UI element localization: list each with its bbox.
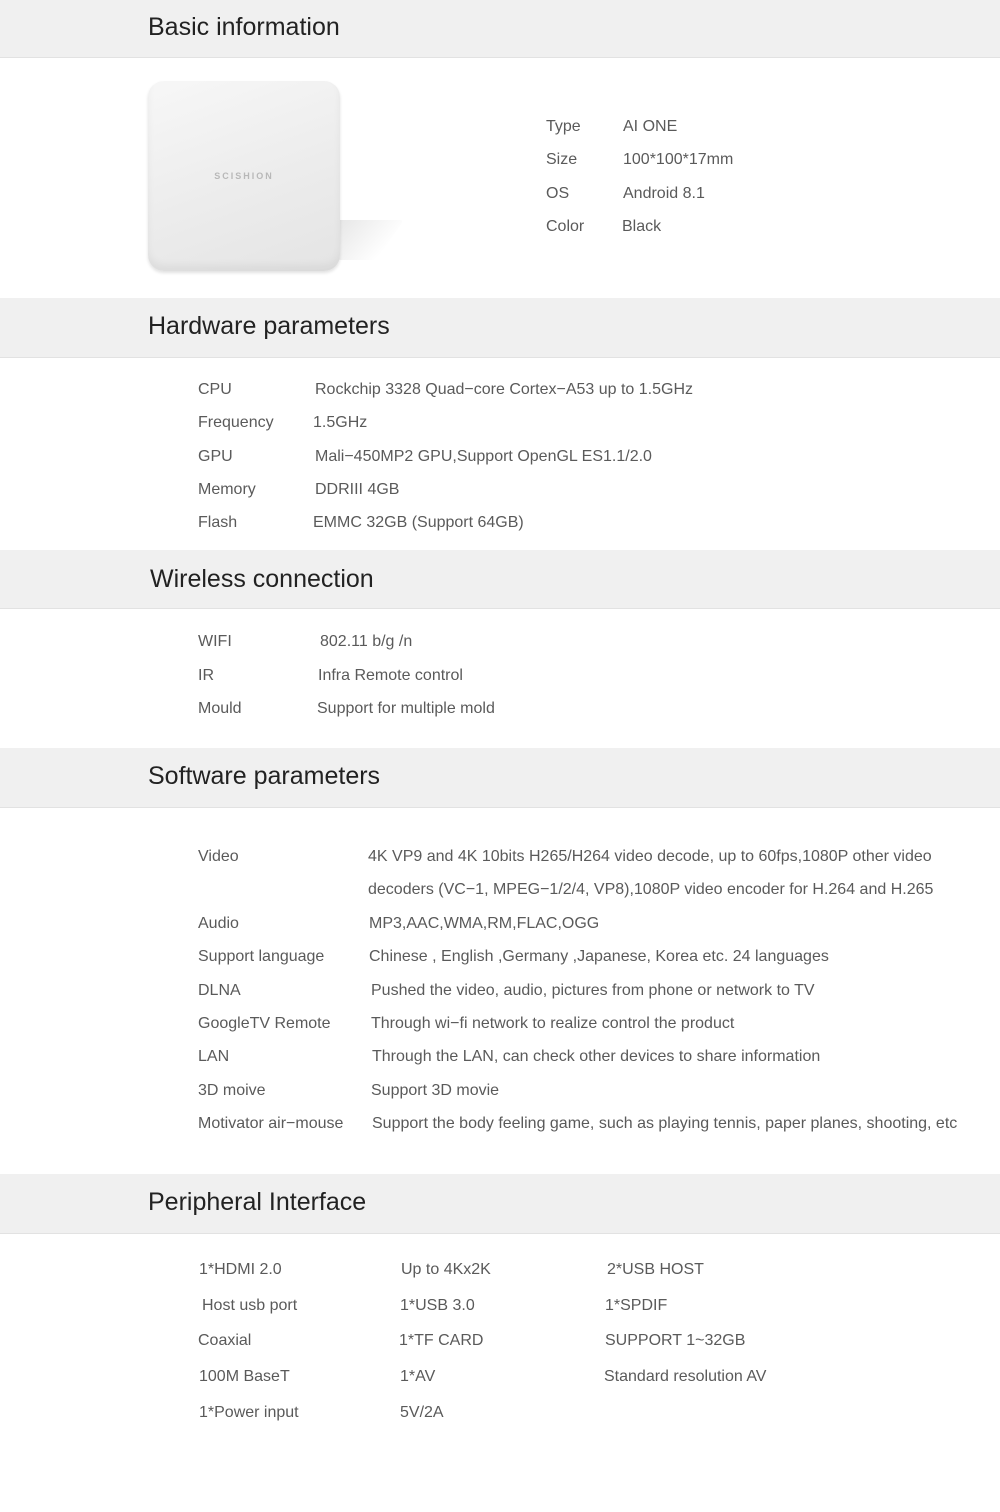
- wireless-title: Wireless connection: [150, 565, 374, 593]
- basic-header: [0, 0, 1000, 58]
- device-box: [148, 81, 340, 271]
- wireless-header: [0, 550, 1000, 609]
- hardware-title: Hardware parameters: [148, 312, 390, 340]
- product-image: [100, 70, 400, 290]
- basic-title: Basic information: [148, 13, 340, 41]
- peripheral-header: [0, 1174, 1000, 1234]
- software-title: Software parameters: [148, 762, 381, 790]
- peripheral-title: Peripheral Interface: [148, 1188, 367, 1216]
- device-logo: SCISHION: [214, 171, 274, 181]
- hardware-header: [0, 298, 1000, 358]
- software-header: [0, 748, 1000, 808]
